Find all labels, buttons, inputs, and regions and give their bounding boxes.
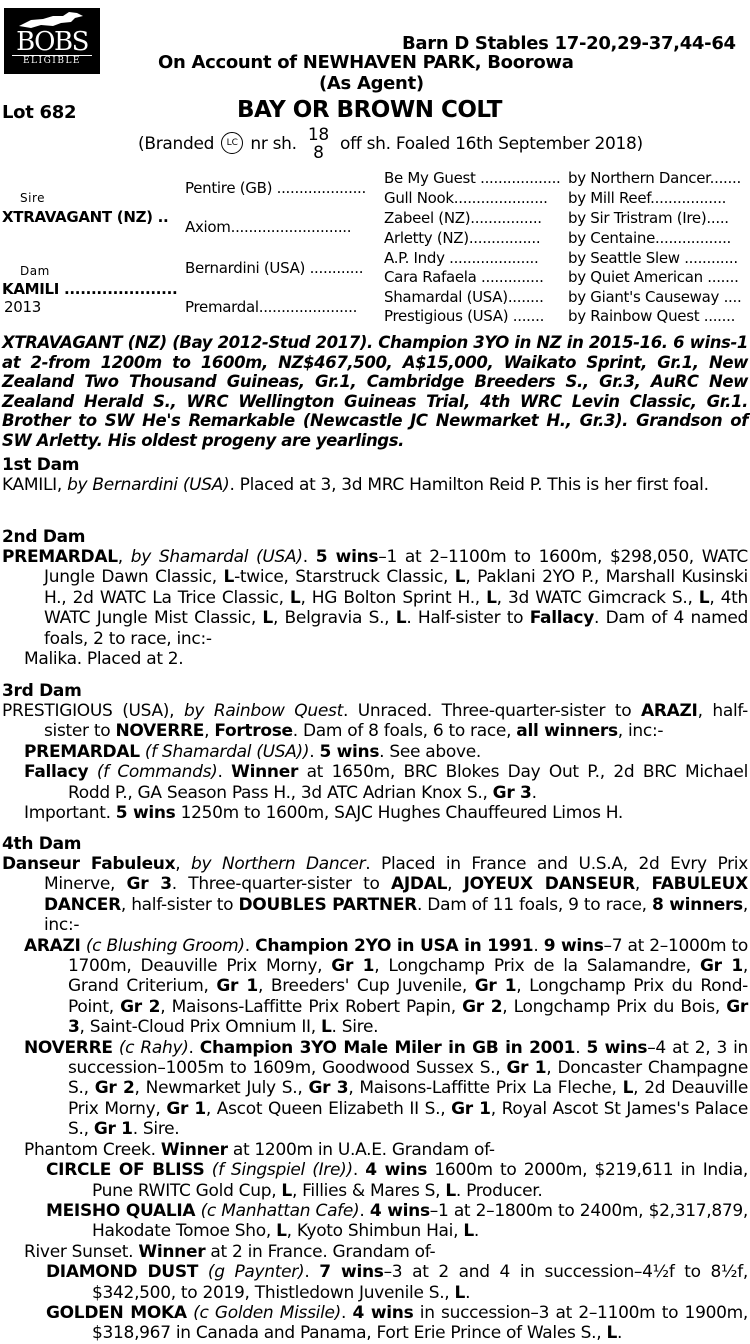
section-heading: 1st Dam: [2, 455, 80, 475]
sire-name: XTRAVAGANT (NZ) ..: [2, 208, 169, 226]
dam-entry: PREMARDAL, by Shamardal (USA). 5 wins–1 at 2–1100m to 1600m, $298,050, WATC Jungle Dawn Classic, L-twice, Starstruck Classic, L, Paklani 2YO P., Marshall Kusinski H., 2d WATC La Trice Classic, L, HG Bolton Sprint H., L, 3d WATC Gimcrack S., L, 4th WATC Jungle Mist Classic, L, Belgravia S., L. Half-sister to Fallacy. Dam of 4 named foals, 2 to race, inc:-: [2, 547, 748, 649]
ped-g2-3: Zabeel (NZ)................: [384, 209, 542, 227]
lot-title: BAY OR BROWN COLT: [237, 97, 502, 123]
ped-g2-6: Cara Rafaela ..............: [384, 268, 544, 286]
ped-g3-3: by Sir Tristram (Ire).....: [568, 209, 729, 227]
dam-year: 2013: [4, 298, 41, 316]
grand-progeny-entry: DIAMOND DUST (g Paynter). 7 wins–3 at 2 and 4 in succession–4½f to 8½f, $342,500, to 2019, Thistledown Juvenile S., L.: [46, 1262, 749, 1303]
logo-subtext: ELIGIBLE: [12, 55, 92, 66]
bobs-eligible-logo: [4, 8, 100, 74]
fourth-dam-section: [0, 834, 750, 1344]
grand-progeny-entry: MEISHO QUALIA (c Manhattan Cafe). 4 wins–1 at 2–1800m to 2400m, $2,317,879, Hakodate Tomoe Sho, L, Kyoto Shimbun Hai, L.: [46, 1200, 749, 1242]
ped-g2-8: Prestigious (USA) .......: [384, 307, 545, 325]
ped-g2-2: Gull Nook.....................: [384, 189, 548, 207]
dam-label: Dam: [20, 264, 50, 278]
grand-progeny-entry: CIRCLE OF BLISS (f Singspiel (Ire)). 4 wins 1600m to 2000m, $219,611 in India, Pune RWITC Gold Cup, L, Fillies & Mares S, L. Producer.: [46, 1160, 749, 1201]
progeny-entry: ARAZI (c Blushing Groom). Champion 2YO in USA in 1991. 9 wins–7 at 2–1000m to 1700m, Deauville Prix Morny, Gr 1, Longchamp Prix de la Salamandre, Gr 1, Grand Criterium, Gr 1, Breeders' Cup Juvenile, Gr 1, Longchamp Prix du Rond-Point, Gr 2, Maisons-Laffitte Prix Robert Papin, Gr 2, Longchamp Prix du Bois, Gr 3, Saint-Cloud Prix Omnium II, L. Sire.: [24, 935, 749, 1038]
ped-g3-4: by Centaine.................: [568, 229, 732, 247]
sire-summary: XTRAVAGANT (NZ) (Bay 2012-Stud 2017). Champion 3YO in NZ in 2015-16. 6 wins-1 at 2-from 1200m to 1600m, NZ$467,500, A$15,000, Waikato Sprint, Gr.1, New Zealand Two Thousand Guineas, Gr.1, Cambridge Breeders S., Gr.3, AuRC New Zealand Herald S., WRC Wellington Guineas Trial, 4th WRC Levin Classic, Gr.1. Brother to SW He's Remarkable (Newcastle JC Newmarket H., Gr.3). Grandson of SW Arletty. His oldest progeny are yearlings.: [2, 333, 748, 450]
ped-g2-4: Arletty (NZ)................: [384, 229, 541, 247]
brand-fraction: [308, 126, 329, 162]
progeny-entry: Fallacy (f Commands). Winner at 1650m, BRC Blokes Day Out P., 2d BRC Michael Rodd P., GA Season Pass H., 3d ATC Adrian Knox S., Gr 3.: [24, 762, 748, 803]
sire-dam: Axiom...........................: [185, 218, 352, 236]
ped-g3-6: by Quiet American .......: [568, 268, 739, 286]
barn-stables: Barn D Stables 17-20,29-37,44-64: [402, 33, 736, 54]
brand-mark-icon: LC: [221, 132, 243, 154]
progeny-entry: River Sunset. Winner at 2 in France. Grandam of-: [24, 1241, 436, 1262]
ped-g3-2: by Mill Reef.................: [568, 189, 727, 207]
progeny-entry: Malika. Placed at 2.: [24, 649, 184, 670]
first-dam-section: [0, 455, 750, 495]
progeny-entry: PREMARDAL (f Shamardal (USA)). 5 wins. See above.: [24, 741, 481, 762]
dam-entry: KAMILI, by Bernardini (USA). Placed at 3, 3d MRC Hamilton Reid P. This is her first foal.: [2, 475, 709, 495]
dam-name-text: KAMILI .....................: [2, 280, 178, 298]
third-dam-section: [0, 681, 750, 823]
dam-dam: Premardal......................: [185, 298, 358, 316]
brand-line: [138, 124, 643, 164]
vendor-agent: (As Agent): [319, 73, 424, 94]
logo-text: BOBS: [16, 27, 88, 57]
dam-name: [2, 280, 177, 298]
lot-number: Lot 682: [2, 102, 77, 123]
progeny-entry: NOVERRE (c Rahy). Champion 3YO Male Miler in GB in 2001. 5 wins–4 at 2, 3 in succession–1005m to 1609m, Goodwood Sussex S., Gr 1, Doncaster Champagne S., Gr 2, Newmarket July S., Gr 3, Maisons-Laffitte Prix La Fleche, L, 2d Deauville Prix Morny, Gr 1, Ascot Queen Elizabeth II S., Gr 1, Royal Ascot St James's Palace S., Gr 1. Sire.: [24, 1037, 749, 1140]
grand-progeny-entry: GOLDEN MOKA (c Golden Missile). 4 wins in succession–3 at 2–1100m to 1900m, $318,967 in Canada and Panama, Fort Erie Prince of Wales S., L.: [46, 1302, 748, 1344]
ped-g3-5: by Seattle Slew ............: [568, 249, 738, 267]
section-heading: 2nd Dam: [2, 527, 86, 547]
ped-g2-1: Be My Guest ..................: [384, 169, 561, 187]
dam-sire: Bernardini (USA) ............: [185, 259, 364, 277]
brand-prefix: (Branded: [138, 134, 215, 154]
progeny-entry: Important. 5 wins 1250m to 1600m, SAJC Hughes Chauffeured Limos H.: [24, 803, 624, 824]
vendor-account: On Account of NEWHAVEN PARK, Boorowa: [158, 52, 574, 73]
foaled-date: off sh. Foaled 16th September 2018): [340, 134, 643, 154]
ped-g3-7: by Giant's Causeway ....: [568, 288, 742, 306]
brand-denominator: 8: [313, 143, 324, 163]
dam-entry: PRESTIGIOUS (USA), by Rainbow Quest. Unraced. Three-quarter-sister to ARAZI, half-sister to NOVERRE, Fortrose. Dam of 8 foals, 6 to race, all winners, inc:-: [2, 701, 748, 742]
dam-entry: Danseur Fabuleux, by Northern Dancer. Placed in France and U.S.A, 2d Evry Prix Minerve, Gr 3. Three-quarter-sister to AJDAL, JOYEUX DANSEUR, FABULEUX DANCER, half-sister to DOUBLES PARTNER. Dam of 11 foals, 9 to race, 8 winners, inc:-: [2, 854, 748, 936]
progeny-entry: Phantom Creek. Winner at 1200m in U.A.E. Grandam of-: [24, 1139, 495, 1160]
sire-label: Sire: [20, 191, 46, 205]
sire-sire: Pentire (GB) ....................: [185, 179, 366, 197]
section-heading: 4th Dam: [2, 834, 82, 854]
ped-g2-7: Shamardal (USA)........: [384, 288, 544, 306]
ped-g2-5: A.P. Indy ....................: [384, 249, 539, 267]
second-dam-section: [0, 527, 750, 669]
ped-g3-1: by Northern Dancer.......: [568, 169, 741, 187]
brand-numerator: 18: [307, 125, 329, 145]
section-heading: 3rd Dam: [2, 681, 82, 701]
brand-nearside: nr sh.: [250, 134, 297, 154]
ped-g3-8: by Rainbow Quest .......: [568, 307, 736, 325]
